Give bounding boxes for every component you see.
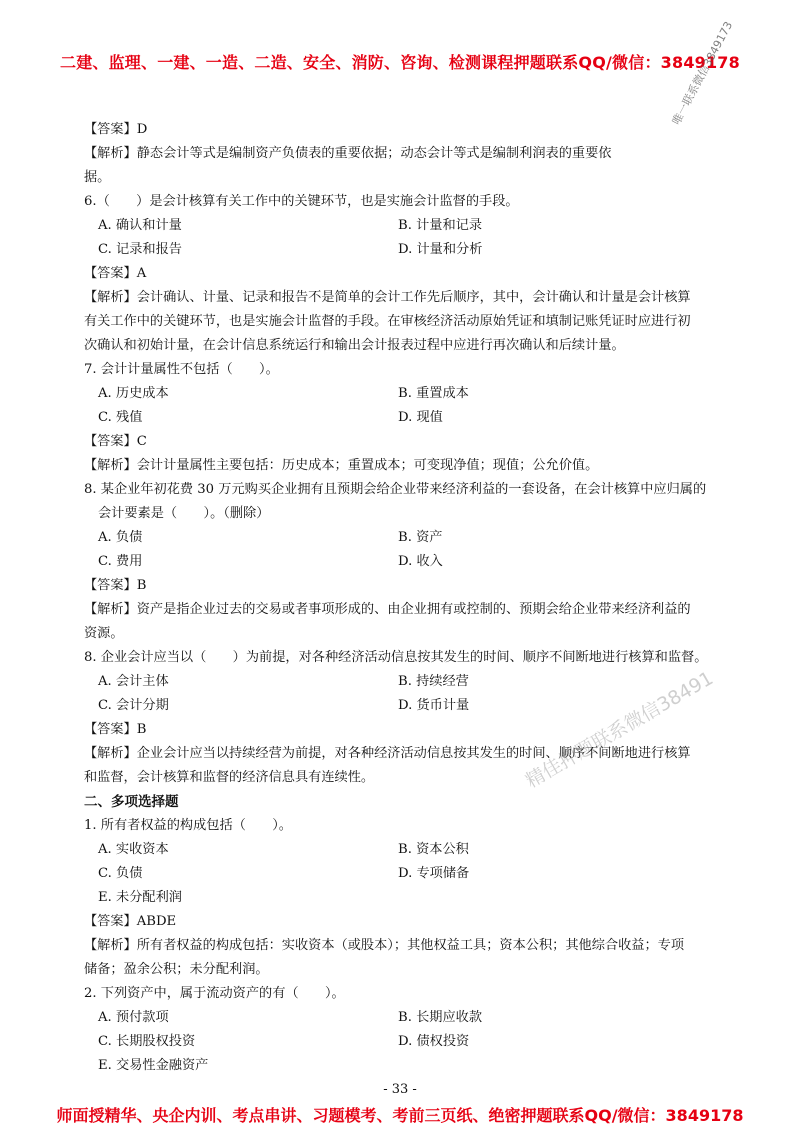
q7-stem: 7. 会计计量属性不包括（ ）。 [84, 362, 279, 377]
q8a-answer: 【答案】B [84, 578, 147, 593]
q7-option-b: B. 重置成本 [398, 386, 469, 401]
q6-option-d: D. 计量和分析 [398, 242, 483, 257]
q6-option-c: C. 记录和报告 [98, 242, 182, 257]
q6-explanation-cont: 有关工作中的关键环节，也是实施会计监督的手段。在审核经济活动原始凭证和填制记账凭证时应进行初 [84, 314, 691, 329]
m2-stem: 2. 下列资产中，属于流动资产的有（ ）。 [84, 986, 345, 1001]
document-body [84, 118, 754, 1078]
q6-answer: 【答案】A [84, 266, 147, 281]
q8a-option-b: B. 资产 [398, 530, 443, 545]
q8b-answer: 【答案】B [84, 722, 147, 737]
q6-stem: 6.（ ）是会计核算有关工作中的关键环节，也是实施会计监督的手段。 [84, 194, 519, 209]
m1-options-row1 [84, 838, 754, 862]
m2-options-row2 [84, 1030, 754, 1054]
q8a-options-row2 [84, 550, 754, 574]
q8b-option-d: D. 货币计量 [398, 698, 470, 713]
q8a-options-row1 [84, 526, 754, 550]
q8a-stem-cont: 会计要素是（ ）。（删除） [98, 506, 270, 521]
footer-banner: 师面授精华、央企内训、考点串讲、习题模考、考前三页纸、绝密押题联系QQ/微信：3849178 [56, 1106, 744, 1125]
m1-explanation-cont: 储备；盈余公积；未分配利润。 [84, 962, 269, 977]
q8a-stem: 8. 某企业年初花费 30 万元购买企业拥有且预期会给企业带来经济利益的一套设备，在会计核算中应归属的 [84, 482, 707, 497]
q7-answer: 【答案】C [84, 434, 147, 449]
m1-option-e: E. 未分配利润 [98, 890, 182, 905]
q7-options-row2 [84, 406, 754, 430]
q8b-stem: 8. 企业会计应当以（ ）为前提，对各种经济活动信息按其发生的时间、顺序不间断地进行核算和监督。 [84, 650, 708, 665]
watermark-contact-large: 精佳押题联系微信38491 [522, 667, 717, 793]
m2-option-c: C. 长期股权投资 [98, 1034, 196, 1049]
q6-options-row2 [84, 238, 754, 262]
q8b-explanation-cont: 和监督，会计核算和监督的经济信息具有连续性。 [84, 770, 375, 785]
m1-stem: 1. 所有者权益的构成包括（ ）。 [84, 818, 292, 833]
q8b-option-c: C. 会计分期 [98, 698, 169, 713]
m1-answer: 【答案】ABDE [84, 914, 177, 929]
q5-answer: 【答案】D [84, 122, 148, 137]
q7-explanation: 【解析】会计计量属性主要包括：历史成本；重置成本；可变现净值；现值；公允价值。 [84, 458, 599, 473]
m1-option-c: C. 负债 [98, 866, 143, 881]
m2-options-row1 [84, 1006, 754, 1030]
q8a-option-c: C. 费用 [98, 554, 143, 569]
m1-option-a: A. 实收资本 [98, 842, 169, 857]
m1-option-b: B. 资本公积 [398, 842, 469, 857]
q7-options-row1 [84, 382, 754, 406]
section-heading-multiple-choice: 二、多项选择题 [84, 794, 179, 810]
q8b-options-row2 [84, 694, 754, 718]
q6-explanation: 【解析】会计确认、计量、记录和报告不是简单的会计工作先后顺序，其中，会计确认和计量是会计核算 [84, 290, 691, 305]
header-banner: 二建、监理、一建、一造、二造、安全、消防、咨询、检测课程押题联系QQ/微信：3849178 [60, 53, 740, 72]
q5-explanation: 【解析】静态会计等式是编制资产负债表的重要依据；动态会计等式是编制利润表的重要依 [84, 146, 612, 161]
m2-option-a: A. 预付款项 [98, 1010, 169, 1025]
q7-option-d: D. 现值 [398, 410, 443, 425]
page-number: - 33 - [383, 1082, 417, 1097]
q6-options-row1 [84, 214, 754, 238]
q8a-explanation-cont: 资源。 [84, 626, 124, 641]
m2-option-d: D. 债权投资 [398, 1034, 470, 1049]
watermark-contact: 唯一联系微信3849173 [669, 19, 736, 128]
q8b-option-b: B. 持续经营 [398, 674, 469, 689]
q8a-option-d: D. 收入 [398, 554, 443, 569]
q6-explanation-cont2: 次确认和初始计量，在会计信息系统运行和输出会计报表过程中应进行再次确认和后续计量。 [84, 338, 625, 353]
q6-option-b: B. 计量和记录 [398, 218, 483, 233]
m1-option-d: D. 专项储备 [398, 866, 470, 881]
q8a-explanation: 【解析】资产是指企业过去的交易或者事项形成的、由企业拥有或控制的、预期会给企业带来经济利益的 [84, 602, 691, 617]
q7-option-a: A. 历史成本 [98, 386, 169, 401]
q8b-options-row1 [84, 670, 754, 694]
q6-option-a: A. 确认和计量 [98, 218, 182, 233]
q8b-explanation: 【解析】企业会计应当以持续经营为前提，对各种经济活动信息按其发生的时间、顺序不间断地进行核算 [84, 746, 691, 761]
q8b-option-a: A. 会计主体 [98, 674, 169, 689]
m2-option-b: B. 长期应收款 [398, 1010, 483, 1025]
m1-explanation: 【解析】所有者权益的构成包括：实收资本（或股本）；其他权益工具；资本公积；其他综合收益；专项 [84, 938, 685, 953]
m2-option-e: E. 交易性金融资产 [98, 1058, 209, 1073]
q7-option-c: C. 残值 [98, 410, 143, 425]
m1-options-row2 [84, 862, 754, 886]
q5-explanation-cont: 据。 [84, 170, 111, 185]
q8a-option-a: A. 负债 [98, 530, 143, 545]
